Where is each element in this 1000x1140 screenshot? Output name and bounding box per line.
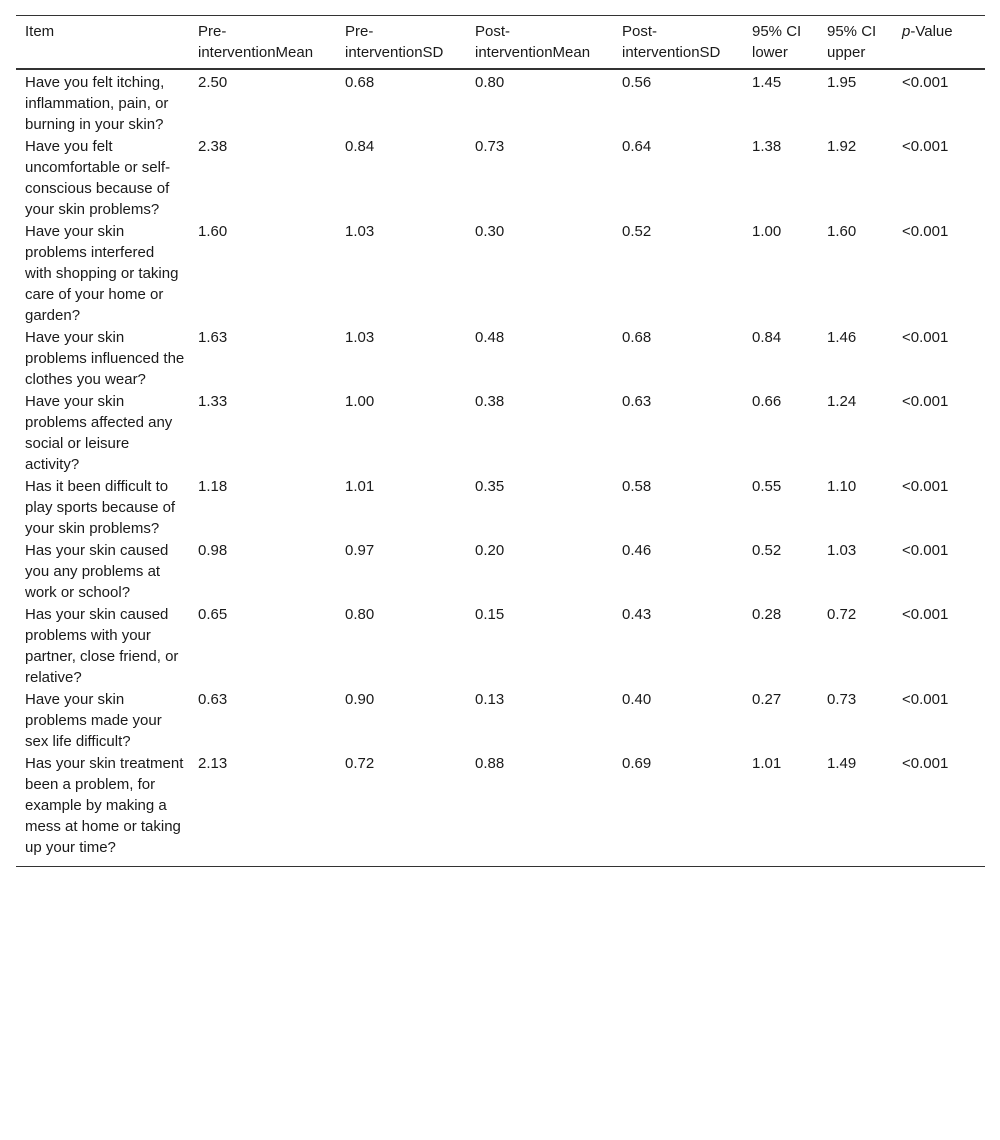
cell-ci-lower: 0.52 <box>752 542 782 559</box>
cell-ci-upper: 0.73 <box>827 691 857 708</box>
cell-pre-sd: 0.72 <box>345 755 375 772</box>
cell-pre-sd: 1.01 <box>345 478 375 495</box>
cell-post-mean: 0.30 <box>475 223 505 240</box>
cell-post-sd: 0.68 <box>622 329 652 346</box>
cell-item: Have you felt itching, inflammation, pain, or burning in your skin? <box>25 74 169 133</box>
cell-p-value: <0.001 <box>902 542 949 559</box>
header-post-sd-line2: interventionSD <box>622 44 721 61</box>
cell-pre-mean: 0.63 <box>198 691 228 708</box>
cell-pre-mean: 2.38 <box>198 138 228 155</box>
cell-pre-mean: 1.18 <box>198 478 228 495</box>
header-row <box>16 16 985 70</box>
cell-post-sd: 0.64 <box>622 138 652 155</box>
header-post-sd-line1: Post- <box>622 23 658 40</box>
cell-p-value: <0.001 <box>902 329 949 346</box>
cell-ci-lower: 0.55 <box>752 478 782 495</box>
cell-item: Have your skin problems interfered with shopping or taking care of your home or garden? <box>25 223 179 324</box>
header-pre-sd-line1: Pre- <box>345 23 374 40</box>
header-ci-upper-line2: upper <box>827 44 866 61</box>
cell-p-value: <0.001 <box>902 691 949 708</box>
header-post-mean-line2: interventionMean <box>475 44 591 61</box>
cell-ci-lower: 0.28 <box>752 606 782 623</box>
cell-ci-lower: 0.66 <box>752 393 782 410</box>
cell-item: Have you felt uncomfortable or self-conscious because of your skin problems? <box>25 138 171 218</box>
cell-p-value: <0.001 <box>902 606 949 623</box>
results-table-container <box>16 15 985 867</box>
results-table <box>16 15 985 867</box>
header-ci-lower <box>743 16 818 70</box>
cell-item: Has your skin treatment been a problem, for example by making a mess at home or taking up your time? <box>25 755 184 856</box>
cell-ci-upper: 1.49 <box>827 755 857 772</box>
cell-post-mean: 0.88 <box>475 755 505 772</box>
header-pre-sd <box>336 16 466 70</box>
cell-pre-sd: 0.80 <box>345 606 375 623</box>
cell-p-value: <0.001 <box>902 755 949 772</box>
cell-ci-upper: 1.92 <box>827 138 857 155</box>
cell-ci-upper: 1.60 <box>827 223 857 240</box>
cell-pre-sd: 0.90 <box>345 691 375 708</box>
table-header <box>16 16 985 70</box>
header-ci-upper-line1: 95% CI <box>827 23 877 40</box>
cell-p-value: <0.001 <box>902 138 949 155</box>
cell-pre-sd: 1.03 <box>345 329 375 346</box>
cell-post-mean: 0.15 <box>475 606 505 623</box>
cell-post-sd: 0.56 <box>622 74 652 91</box>
header-item <box>16 16 189 70</box>
table-row <box>16 603 985 688</box>
header-post-mean-line1: Post- <box>475 23 511 40</box>
cell-pre-mean: 1.33 <box>198 393 228 410</box>
cell-item: Has it been difficult to play sports because of your skin problems? <box>25 478 176 537</box>
cell-post-mean: 0.13 <box>475 691 505 708</box>
header-ci-lower-line2: lower <box>752 44 788 61</box>
cell-p-value: <0.001 <box>902 478 949 495</box>
cell-item: Has your skin caused you any problems at work or school? <box>25 542 169 601</box>
cell-post-mean: 0.48 <box>475 329 505 346</box>
cell-post-sd: 0.40 <box>622 691 652 708</box>
cell-post-mean: 0.20 <box>475 542 505 559</box>
cell-ci-upper: 1.10 <box>827 478 857 495</box>
header-pre-mean <box>189 16 336 70</box>
header-ci-upper <box>818 16 893 70</box>
cell-pre-sd: 0.84 <box>345 138 375 155</box>
cell-post-sd: 0.69 <box>622 755 652 772</box>
cell-pre-mean: 1.60 <box>198 223 228 240</box>
header-p-value-italic: p <box>902 23 911 40</box>
cell-pre-sd: 0.97 <box>345 542 375 559</box>
cell-item: Have your skin problems made your sex life difficult? <box>25 691 162 750</box>
cell-ci-lower: 1.38 <box>752 138 782 155</box>
header-ci-lower-line1: 95% CI <box>752 23 802 40</box>
cell-pre-mean: 0.98 <box>198 542 228 559</box>
header-p-value-rest: -Value <box>910 23 953 40</box>
cell-ci-upper: 1.03 <box>827 542 857 559</box>
cell-ci-lower: 1.00 <box>752 223 782 240</box>
table-row <box>16 220 985 326</box>
cell-p-value: <0.001 <box>902 393 949 410</box>
cell-p-value: <0.001 <box>902 74 949 91</box>
cell-p-value: <0.001 <box>902 223 949 240</box>
cell-pre-mean: 0.65 <box>198 606 228 623</box>
cell-pre-sd: 1.00 <box>345 393 375 410</box>
table-row <box>16 688 985 752</box>
cell-ci-upper: 1.95 <box>827 74 857 91</box>
cell-post-mean: 0.38 <box>475 393 505 410</box>
cell-pre-mean: 2.13 <box>198 755 228 772</box>
header-item-label: Item <box>25 23 55 40</box>
cell-item: Have your skin problems affected any social or leisure activity? <box>25 393 173 473</box>
table-row <box>16 135 985 220</box>
cell-post-sd: 0.46 <box>622 542 652 559</box>
header-pre-mean-line2: interventionMean <box>198 44 314 61</box>
cell-pre-mean: 2.50 <box>198 74 228 91</box>
cell-item: Has your skin caused problems with your partner, close friend, or relative? <box>25 606 179 686</box>
cell-post-mean: 0.73 <box>475 138 505 155</box>
table-row <box>16 539 985 603</box>
cell-ci-lower: 0.84 <box>752 329 782 346</box>
cell-post-mean: 0.80 <box>475 74 505 91</box>
table-row <box>16 326 985 390</box>
cell-post-mean: 0.35 <box>475 478 505 495</box>
header-post-mean <box>466 16 613 70</box>
cell-ci-upper: 0.72 <box>827 606 857 623</box>
cell-pre-sd: 1.03 <box>345 223 375 240</box>
header-pre-sd-line2: interventionSD <box>345 44 444 61</box>
table-row <box>16 475 985 539</box>
header-pre-mean-line1: Pre- <box>198 23 227 40</box>
cell-ci-lower: 0.27 <box>752 691 782 708</box>
cell-post-sd: 0.52 <box>622 223 652 240</box>
cell-pre-mean: 1.63 <box>198 329 228 346</box>
table-row <box>16 390 985 475</box>
table-row <box>16 752 985 867</box>
cell-ci-upper: 1.46 <box>827 329 857 346</box>
cell-ci-lower: 1.45 <box>752 74 782 91</box>
table-body <box>16 69 985 867</box>
header-p-value <box>893 16 985 70</box>
cell-ci-upper: 1.24 <box>827 393 857 410</box>
cell-post-sd: 0.63 <box>622 393 652 410</box>
table-row <box>16 69 985 135</box>
cell-ci-lower: 1.01 <box>752 755 782 772</box>
cell-item: Have your skin problems influenced the clothes you wear? <box>25 329 185 388</box>
cell-post-sd: 0.58 <box>622 478 652 495</box>
header-post-sd <box>613 16 743 70</box>
cell-pre-sd: 0.68 <box>345 74 375 91</box>
cell-post-sd: 0.43 <box>622 606 652 623</box>
